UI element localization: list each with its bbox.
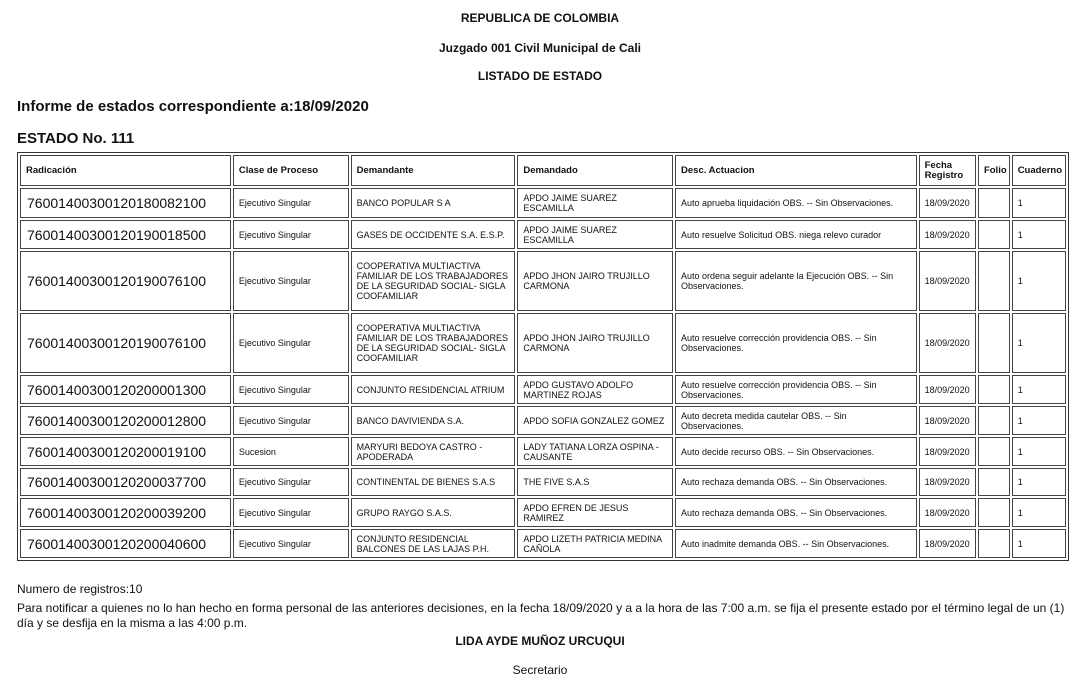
cell-cuaderno: 1 [1012,498,1066,527]
cell-folio [978,529,1010,558]
cell-actuacion: Auto resuelve corrección providencia OBS. -- Sin Observaciones. [675,375,917,404]
cell-radicacion: 76001400300120200012800 [20,406,231,435]
cell-fecha: 18/09/2020 [919,437,976,466]
cell-demandado: APDO JAIME SUAREZ ESCAMILLA [517,220,673,249]
cell-radicacion: 76001400300120180082100 [20,188,231,218]
cell-clase: Ejecutivo Singular [233,468,349,496]
cell-cuaderno: 1 [1012,220,1066,249]
cell-demandado: APDO LIZETH PATRICIA MEDINA CAÑOLA [517,529,673,558]
cell-fecha: 18/09/2020 [919,498,976,527]
cell-actuacion: Auto aprueba liquidación OBS. -- Sin Observaciones. [675,188,917,218]
header-court: Juzgado 001 Civil Municipal de Cali [438,41,642,55]
cell-fecha: 18/09/2020 [919,220,976,249]
cell-radicacion: 76001400300120200037700 [20,468,231,496]
cell-radicacion: 76001400300120200001300 [20,375,231,404]
cell-folio [978,188,1010,218]
cell-fecha: 18/09/2020 [919,188,976,218]
table-row [20,375,1066,404]
signer-role: Secretario [512,663,568,677]
table-row [20,220,1066,249]
cell-demandado: APDO JHON JAIRO TRUJILLO CARMONA [517,313,673,373]
cell-radicacion: 76001400300120200040600 [20,529,231,558]
cell-fecha: 18/09/2020 [919,313,976,373]
cell-cuaderno: 1 [1012,313,1066,373]
table-row [20,498,1066,527]
column-header-demandante: Demandante [351,155,516,186]
cell-actuacion: Auto rechaza demanda OBS. -- Sin Observaciones. [675,468,917,496]
cell-demandante: CONJUNTO RESIDENCIAL ATRIUM [351,375,516,404]
cell-folio [978,220,1010,249]
cell-folio [978,498,1010,527]
cell-folio [978,437,1010,466]
estado-table [17,152,1069,561]
cell-actuacion: Auto ordena seguir adelante la Ejecución OBS. -- Sin Observaciones. [675,251,917,311]
cell-clase: Ejecutivo Singular [233,188,349,218]
estado-number: ESTADO No. 111 [17,130,135,147]
cell-folio [978,313,1010,373]
table-row [20,468,1066,496]
cell-clase: Sucesion [233,437,349,466]
header-list-title: LISTADO DE ESTADO [477,69,603,83]
cell-demandado: APDO GUSTAVO ADOLFO MARTINEZ ROJAS [517,375,673,404]
table-row [20,313,1066,373]
column-header-fecha: Fecha Registro [919,155,976,186]
cell-fecha: 18/09/2020 [919,375,976,404]
cell-demandante: BANCO POPULAR S A [351,188,516,218]
report-title: Informe de estados correspondiente a:18/09/2020 [17,98,369,115]
cell-clase: Ejecutivo Singular [233,375,349,404]
cell-fecha: 18/09/2020 [919,251,976,311]
cell-folio [978,468,1010,496]
cell-clase: Ejecutivo Singular [233,406,349,435]
column-header-clase: Clase de Proceso [233,155,349,186]
cell-demandado: APDO JAIME SUAREZ ESCAMILLA [517,188,673,218]
cell-demandante: GRUPO RAYGO S.A.S. [351,498,516,527]
table-row [20,406,1066,435]
cell-demandado: LADY TATIANA LORZA OSPINA - CAUSANTE [517,437,673,466]
column-header-radicacion: Radicación [20,155,231,186]
cell-fecha: 18/09/2020 [919,468,976,496]
cell-demandado: THE FIVE S.A.S [517,468,673,496]
column-header-actuacion: Desc. Actuacion [675,155,917,186]
cell-demandante: GASES DE OCCIDENTE S.A. E.S.P. [351,220,516,249]
cell-cuaderno: 1 [1012,468,1066,496]
cell-actuacion: Auto rechaza demanda OBS. -- Sin Observaciones. [675,498,917,527]
table-row [20,188,1066,218]
cell-clase: Ejecutivo Singular [233,251,349,311]
header-country: REPUBLICA DE COLOMBIA [460,11,620,25]
cell-radicacion: 76001400300120200039200 [20,498,231,527]
cell-cuaderno: 1 [1012,375,1066,404]
cell-demandante: MARYURI BEDOYA CASTRO - APODERADA [351,437,516,466]
cell-fecha: 18/09/2020 [919,529,976,558]
records-count: Numero de registros:10 [17,582,143,596]
cell-folio [978,406,1010,435]
cell-clase: Ejecutivo Singular [233,529,349,558]
cell-clase: Ejecutivo Singular [233,498,349,527]
cell-radicacion: 76001400300120190076100 [20,251,231,311]
table-row [20,529,1066,558]
cell-cuaderno: 1 [1012,406,1066,435]
cell-actuacion: Auto resuelve corrección providencia OBS. -- Sin Observaciones. [675,313,917,373]
cell-demandante: COOPERATIVA MULTIACTIVA FAMILIAR DE LOS TRABAJADORES DE LA SEGURIDAD SOCIAL- SIGLA COOFAMILIAR [351,313,516,373]
column-header-demandado: Demandado [517,155,673,186]
cell-radicacion: 76001400300120190076100 [20,313,231,373]
cell-clase: Ejecutivo Singular [233,220,349,249]
cell-actuacion: Auto decide recurso OBS. -- Sin Observaciones. [675,437,917,466]
cell-folio [978,251,1010,311]
cell-demandado: APDO SOFIA GONZALEZ GOMEZ [517,406,673,435]
cell-demandado: APDO JHON JAIRO TRUJILLO CARMONA [517,251,673,311]
cell-radicacion: 76001400300120190018500 [20,220,231,249]
signer-name: LIDA AYDE MUÑOZ URCUQUI [455,634,625,648]
cell-folio [978,375,1010,404]
cell-fecha: 18/09/2020 [919,406,976,435]
cell-demandante: BANCO DAVIVIENDA S.A. [351,406,516,435]
cell-radicacion: 76001400300120200019100 [20,437,231,466]
cell-clase: Ejecutivo Singular [233,313,349,373]
cell-actuacion: Auto decreta medida cautelar OBS. -- Sin Observaciones. [675,406,917,435]
cell-actuacion: Auto inadmite demanda OBS. -- Sin Observaciones. [675,529,917,558]
cell-cuaderno: 1 [1012,437,1066,466]
cell-cuaderno: 1 [1012,529,1066,558]
table-row [20,437,1066,466]
table-header-row [20,155,1066,186]
column-header-cuaderno: Cuaderno [1012,155,1066,186]
notice-paragraph: Para notificar a quienes no lo han hecho en forma personal de las anteriores decisiones, en la fecha 18/09/2020 y a a la hora de las 7:00 a.m. se fija el presente estado por el término legal de un (1) día y se desfija en la misma a las 4:00 p.m. [17,601,1065,630]
cell-demandado: APDO EFREN DE JESUS RAMIREZ [517,498,673,527]
cell-demandante: COOPERATIVA MULTIACTIVA FAMILIAR DE LOS TRABAJADORES DE LA SEGURIDAD SOCIAL- SIGLA COOFAMILIAR [351,251,516,311]
cell-cuaderno: 1 [1012,251,1066,311]
cell-actuacion: Auto resuelve Solicitud OBS. niega relevo curador [675,220,917,249]
cell-demandante: CONTINENTAL DE BIENES S.A.S [351,468,516,496]
cell-demandante: CONJUNTO RESIDENCIAL BALCONES DE LAS LAJAS P.H. [351,529,516,558]
table-row [20,251,1066,311]
column-header-folio: Folio [978,155,1010,186]
cell-cuaderno: 1 [1012,188,1066,218]
